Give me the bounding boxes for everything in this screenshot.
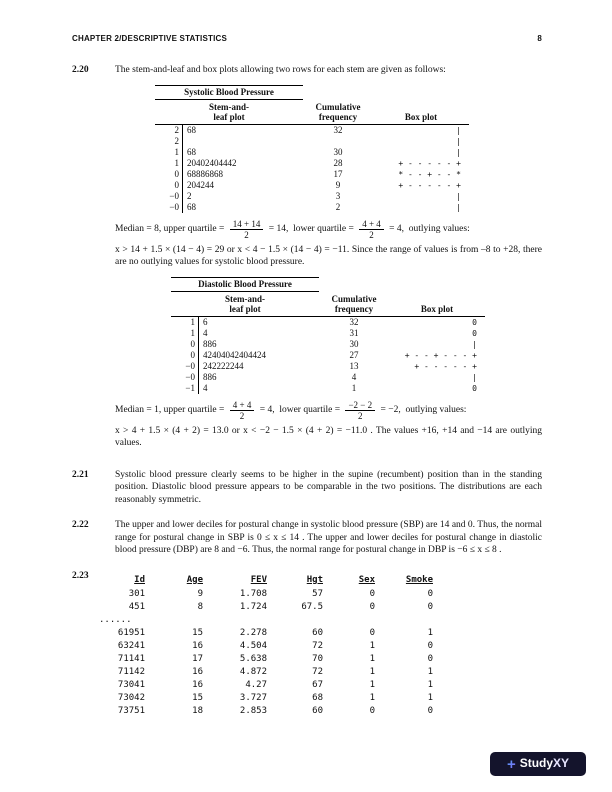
freq-cell: 31 [349, 327, 359, 338]
freq-cell: 32 [333, 124, 343, 135]
boxplot-cell: 0 [472, 383, 477, 393]
freq-cell: 9 [335, 179, 341, 190]
problem-2-21 [72, 469, 542, 507]
boxplot-cell: 0 [472, 328, 477, 338]
table-row [171, 339, 485, 350]
freq-cell: 27 [349, 349, 359, 360]
table-header-row [155, 99, 469, 124]
leaf-cell: 20402404442 [183, 158, 304, 169]
page-number: 8 [537, 34, 542, 43]
leaf-cell: 242222244 [199, 361, 320, 372]
page-header [72, 33, 542, 46]
freq-cell: 17 [333, 168, 343, 179]
stem-cell: 0 [174, 168, 179, 179]
studyxy-label: StudyXY [519, 755, 570, 770]
fraction: $\frac{14 + 14}{2}$ [230, 219, 264, 240]
fraction: $\frac{-2 - 2}{2}$ [345, 400, 375, 421]
stem-cell: −0 [185, 360, 195, 371]
table-row [155, 169, 469, 180]
leaf-cell: 42404042404424 [199, 350, 320, 361]
systolic-stem-leaf-table [155, 85, 469, 213]
table-row: 73751 18 2.853 60 0 0 [117, 705, 433, 716]
column-header-box-plot: Box plot [389, 291, 485, 316]
ellipsis: ...... [99, 614, 132, 625]
diastolic-outlier-text: x > 4 + 1.5 × (4 + 2) = 13.0 or x < −2 − 1.5 × (4 + 2) = −11.0 . The values +16, +14 and −14 are outlying values. [115, 425, 542, 448]
freq-cell: 1 [351, 382, 357, 393]
plus-icon: + [506, 755, 516, 773]
studyxy-badge[interactable] [490, 752, 586, 776]
table-row [171, 350, 485, 361]
boxplot-cell: | [456, 202, 461, 212]
problem-body [115, 64, 542, 456]
problem-number: 2.21 [72, 469, 89, 480]
table-row: 71142 16 4.872 72 1 1 [117, 666, 433, 677]
leaf-cell: 886 [199, 372, 320, 383]
column-header-smoke: Smoke [405, 574, 433, 585]
table-row [171, 328, 485, 339]
leaf-cell: 4 [199, 383, 320, 394]
column-header-stem-leaf: Stem-and- leaf plot [171, 291, 319, 316]
table-row [155, 136, 469, 147]
freq-cell: 32 [349, 316, 359, 327]
table-row: 61951 15 2.278 60 0 1 [117, 627, 433, 638]
problem-2-23 [72, 570, 542, 718]
fraction: $\frac{4 + 4}{2}$ [230, 400, 255, 421]
stem-cell: −0 [185, 371, 195, 382]
stem-cell: 1 [190, 327, 195, 338]
table-row: 451 8 1.724 67.5 0 0 [128, 601, 433, 612]
problem-2-20 [72, 64, 542, 456]
problem-number: 2.20 [72, 65, 89, 75]
leaf-cell: 68 [183, 202, 304, 213]
table-row [155, 124, 469, 136]
table-row: 71141 17 5.638 70 1 0 [117, 653, 433, 664]
leaf-cell: 4 [199, 328, 320, 339]
problem-text: The upper and lower deciles for postural change in systolic blood pressure (SBP) are 14 and 0. Thus, the normal range for postural change in SBP is 0 ≤ x ≤ 14 . The upper and lower deciles for postural change in diastolic blood pressure (DBP) are 8 and −6. Thus, the normal range for postural change in DBP is −6 ≤ x ≤ 8 . [115, 520, 542, 555]
leaf-cell: 68 [183, 147, 304, 158]
freq-cell [303, 136, 373, 147]
stem-cell: 0 [174, 179, 179, 190]
stem-cell: 2 [174, 135, 179, 146]
table-ellipsis-row [99, 614, 433, 627]
leaf-cell [183, 136, 304, 147]
column-header-stem-leaf: Stem-and- leaf plot [155, 99, 303, 124]
boxplot-cell: + - - - - - + [398, 158, 461, 168]
diastolic-median-formula: Median = 1, upper quartile = $\frac{4 + 4}{2}$ = 4, lower quartile = $\frac{-2 - 2}{2}$ = −2, outlying values: [115, 399, 467, 421]
problem-body [115, 469, 542, 507]
stem-cell: 1 [190, 316, 195, 327]
stem-cell: 1 [174, 157, 179, 168]
problem-2-22 [72, 519, 542, 557]
table-row: 63241 16 4.504 72 1 0 [117, 640, 433, 651]
stem-cell: 0 [190, 349, 195, 360]
stem-cell: −0 [169, 190, 179, 201]
column-header-hgt: Hgt [306, 574, 323, 585]
fev-data-table [99, 574, 433, 718]
table-header-row [171, 291, 485, 316]
column-header-fev: FEV [250, 574, 267, 585]
leaf-cell: 886 [199, 339, 320, 350]
leaf-cell: 2 [183, 191, 304, 202]
freq-cell: 4 [351, 371, 357, 382]
problem-number: 2.23 [72, 570, 89, 581]
boxplot-cell: + - - - - - + [414, 361, 477, 371]
table-header-row [99, 574, 433, 588]
boxplot-cell: | [456, 136, 461, 146]
table-row [155, 180, 469, 191]
chapter-header: CHAPTER 2/DESCRIPTIVE STATISTICS [72, 34, 228, 43]
table-title-row [155, 85, 469, 99]
stem-cell: 2 [174, 124, 179, 135]
stem-cell: −0 [169, 201, 179, 212]
table-row [155, 191, 469, 202]
freq-cell: 13 [349, 360, 359, 371]
column-header-sex: Sex [358, 574, 375, 585]
table-title-row [171, 277, 485, 291]
systolic-outlier-text: x > 14 + 1.5 × (14 − 4) = 29 or x < 4 − 1.5 × (14 − 4) = −11. Since the range of values is from –8 to +28, there are no outlying values for systolic blood pressure. [115, 244, 542, 267]
problem-body [99, 570, 542, 718]
boxplot-cell: | [456, 147, 461, 157]
boxplot-cell: | [456, 125, 461, 135]
boxplot-cell: + - - - - - + [398, 180, 461, 190]
boxplot-cell: | [456, 191, 461, 201]
table-row [171, 361, 485, 372]
leaf-cell: 6 [199, 316, 320, 328]
leaf-cell: 68886868 [183, 169, 304, 180]
stem-cell: 0 [190, 338, 195, 349]
freq-cell: 3 [335, 190, 341, 201]
boxplot-cell: + - - + - - - + [404, 350, 477, 360]
column-header-id: Id [134, 574, 145, 585]
table-row [155, 202, 469, 213]
boxplot-cell: * - - + - - * [398, 169, 461, 179]
stem-cell: 1 [174, 146, 179, 157]
systolic-median-formula: Median = 8, upper quartile = $\frac{14 + 14}{2}$ = 14, lower quartile = $\frac{4 + 4}{2}$ = 4, outlying values: [115, 218, 470, 240]
table-title: Diastolic Blood Pressure [171, 277, 319, 291]
fraction: $\frac{4 + 4}{2}$ [359, 219, 384, 240]
table-row [155, 147, 469, 158]
table-row: 73042 15 3.727 68 1 1 [117, 692, 433, 703]
freq-cell: 30 [333, 146, 343, 157]
column-header-age: Age [186, 574, 203, 585]
problem-intro: The stem-and-leaf and box plots allowing two rows for each stem are given as follows: [115, 65, 446, 75]
boxplot-cell: | [472, 339, 477, 349]
boxplot-cell: | [472, 372, 477, 382]
leaf-cell: 68 [183, 124, 304, 136]
freq-cell: 30 [349, 338, 359, 349]
stem-cell: −1 [185, 382, 195, 393]
table-row: 301 9 1.708 57 0 0 [128, 588, 433, 599]
freq-cell: 28 [333, 157, 343, 168]
table-row [155, 158, 469, 169]
column-header-cumulative-frequency: Cumulative frequency [319, 291, 389, 316]
leaf-cell: 204244 [183, 180, 304, 191]
column-header-box-plot: Box plot [373, 99, 469, 124]
freq-cell: 2 [335, 201, 341, 212]
diastolic-stem-leaf-table [171, 277, 485, 394]
column-header-cumulative-frequency: Cumulative frequency [303, 99, 373, 124]
problem-number: 2.22 [72, 520, 89, 530]
problem-text: Systolic blood pressure clearly seems to be higher in the supine (recumbent) position than in the standing position. Diastolic blood pressure appears to be comparable in the two positions. The distributions are each reasonably symmetric. [115, 469, 542, 505]
problem-body [115, 519, 542, 557]
table-row [171, 383, 485, 394]
table-row [171, 372, 485, 383]
boxplot-cell: 0 [472, 317, 477, 327]
table-row: 73041 16 4.27 67 1 1 [117, 679, 433, 690]
table-title: Systolic Blood Pressure [155, 85, 303, 99]
table-row [171, 316, 485, 328]
